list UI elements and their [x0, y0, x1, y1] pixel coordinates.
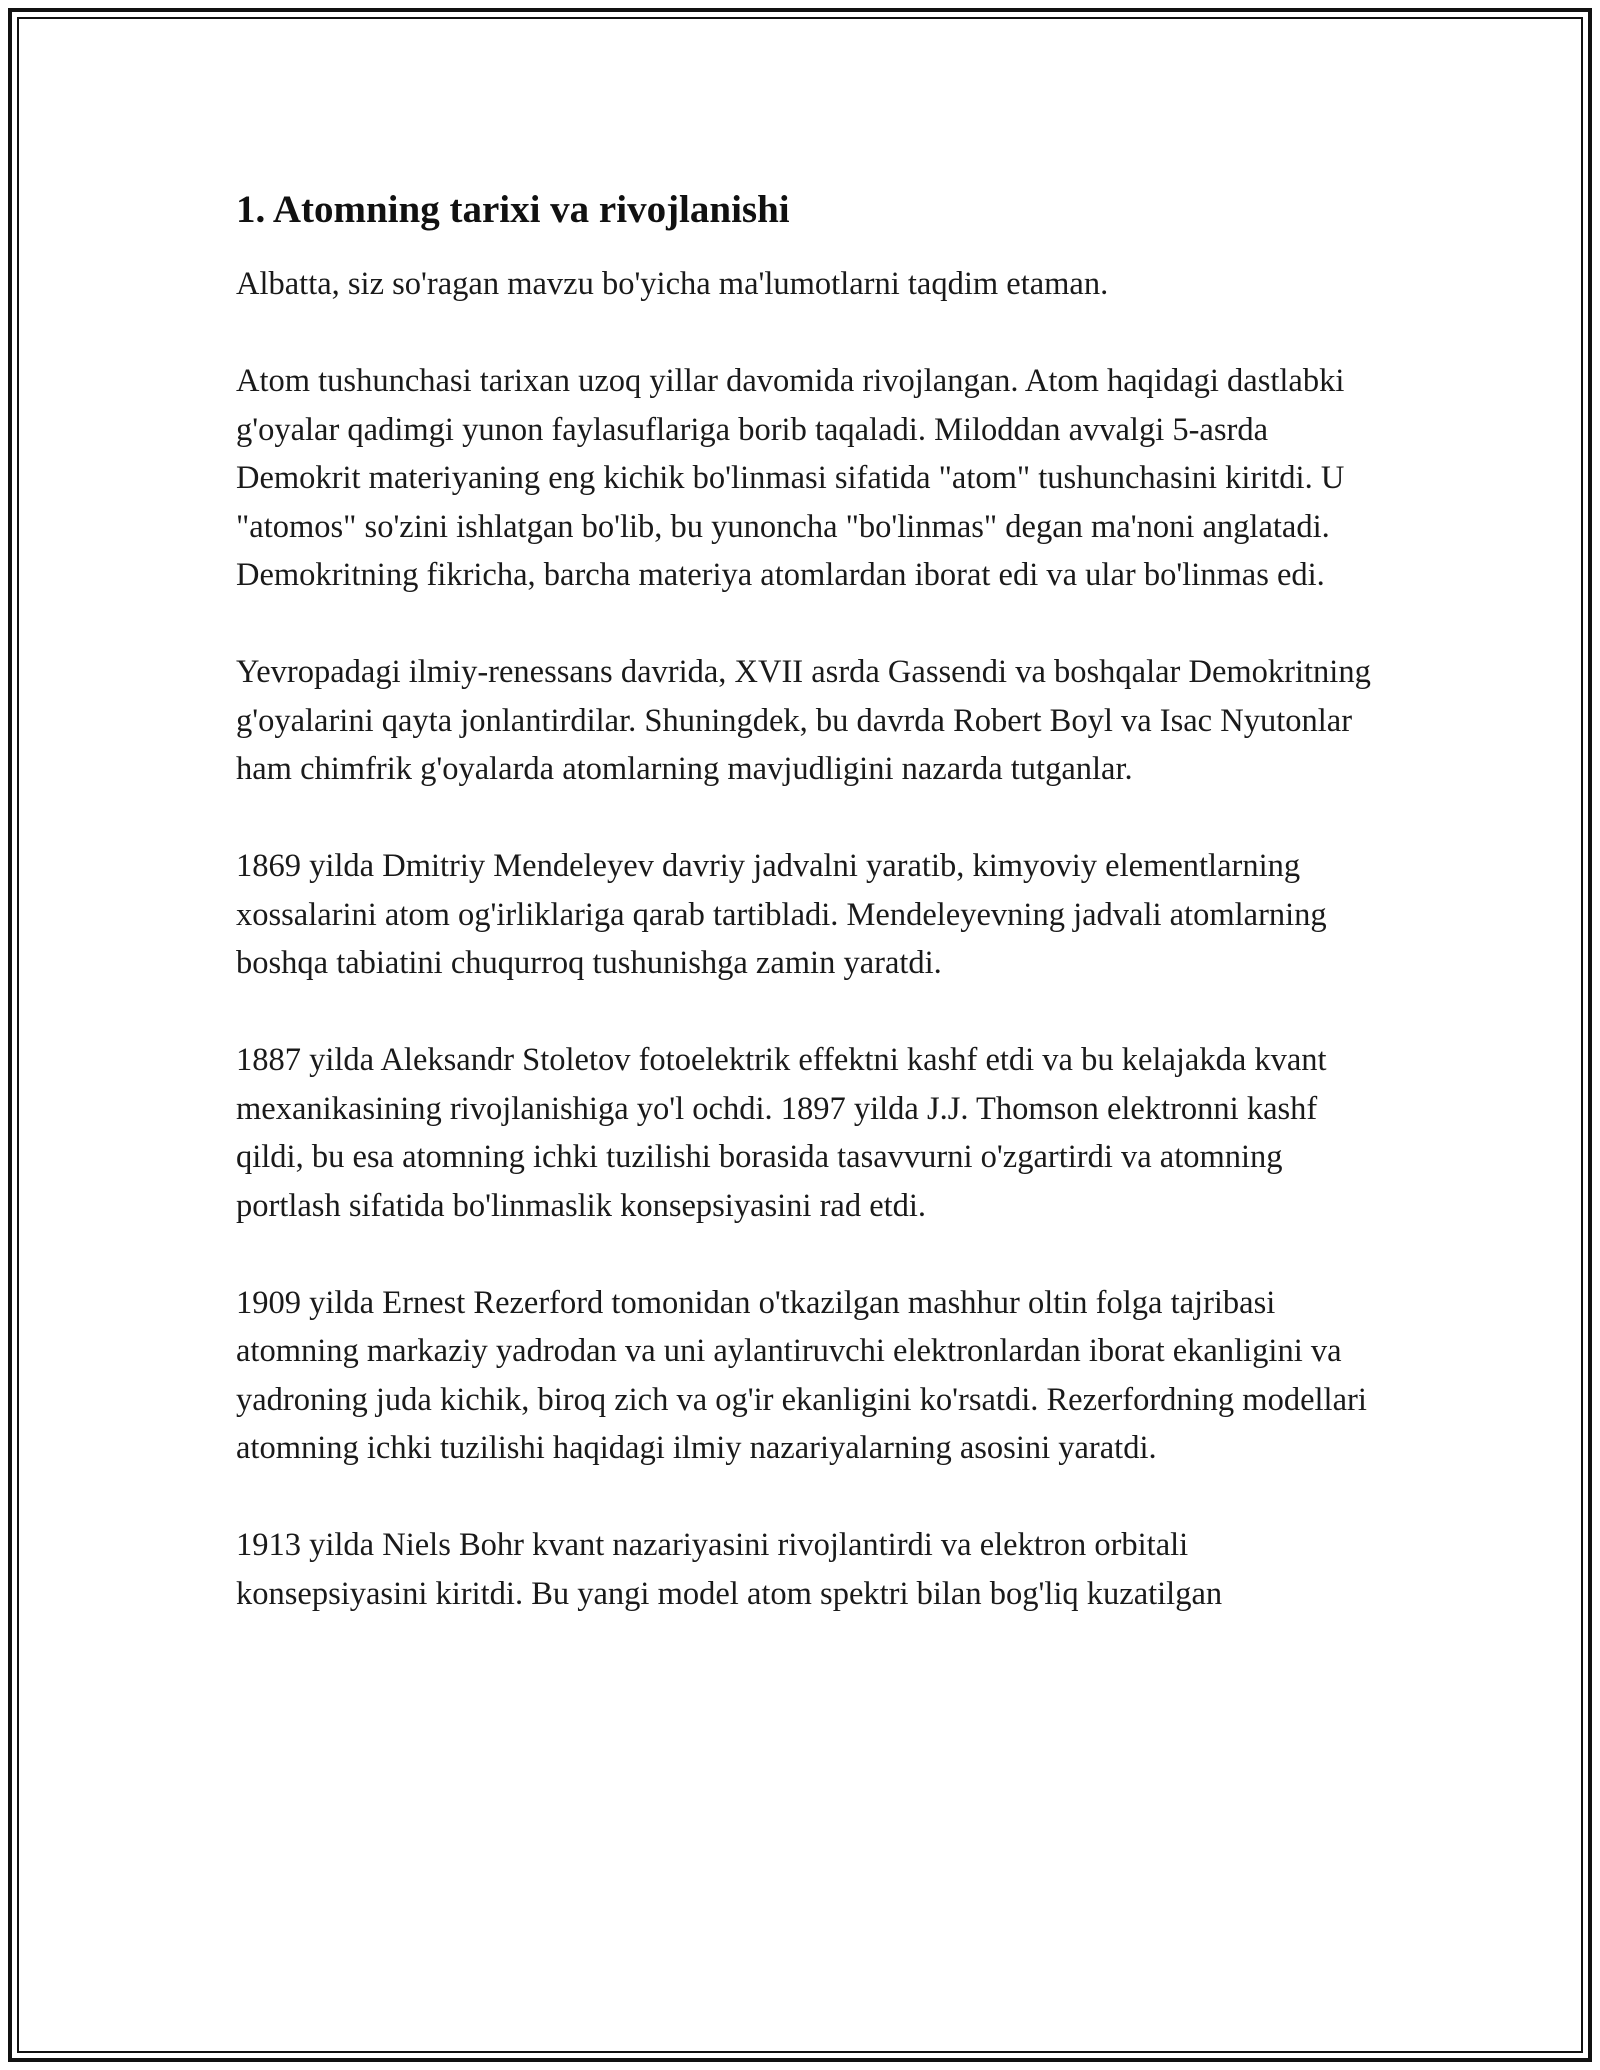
document-body — [236, 186, 1376, 1667]
paragraph-stoletov-thomson: 1887 yilda Aleksandr Stoletov fotoelektrik effektni kashf etdi va bu kelajakda kvant mexanikasining rivojlanishiga yo'l ochdi. 1897 yilda J.J. Thomson elektronni kashf qildi, bu esa atomning ichki tuzilishi borasida tasavvurni o'zgartirdi va atomning portlash sifatida bo'linmaslik konsepsiyasini rad etdi. — [236, 1042, 1327, 1224]
paragraph-mendeleev: 1869 yilda Dmitriy Mendeleyev davriy jadvalni yaratib, kimyoviy elementlarning xossalarini atom og'irliklariga qarab tartibladi. Mendeleyevning jadvali atomlarning boshqa tabiatini chuqurroq tushunishga zamin yaratdi. — [236, 848, 1327, 981]
paragraph-renaissance: Yevropadagi ilmiy-renessans davrida, XVII asrda Gassendi va boshqalar Demokritning g'oyalarini qayta jonlantirdilar. Shuningdek, bu davrda Robert Boyl va Isac Nyutonlar ham chimfrik g'oyalarda atomlarning mavjudligini nazarda tutganlar. — [236, 654, 1371, 787]
paragraph-bohr: 1913 yilda Niels Bohr kvant nazariyasini rivojlantirdi va elektron orbitali konsepsiyasini kiritdi. Bu yangi model atom spektri bilan bog'liq kuzatilgan — [236, 1527, 1223, 1612]
paragraph-democritus: Atom tushunchasi tarixan uzoq yillar davomida rivojlangan. Atom haqidagi dastlabki g'oyalar qadimgi yunon faylasuflariga borib taqaladi. Miloddan avvalgi 5-asrda Demokrit materiyaning eng kichik bo'linmasi sifatida "atom" tushunchasini kiritdi. U "atomos" so'zini ishlatgan bo'lib, bu yunoncha "bo'linmas" degan ma'noni anglatadi. Demokritning fikricha, barcha materiya atomlardan iborat edi va ular bo'linmas edi. — [236, 363, 1345, 593]
paragraph-intro: Albatta, siz so'ragan mavzu bo'yicha ma'lumotlarni taqdim etaman. — [236, 266, 1109, 302]
paragraph-rutherford: 1909 yilda Ernest Rezerford tomonidan o'tkazilgan mashhur oltin folga tajribasi atomning markaziy yadrodan va uni aylantiruvchi elektronlardan iborat ekanligini va yadroning juda kichik, biroq zich va og'ir ekanligini ko'rsatdi. Rezerfordning modellari atomning ichki tuzilishi haqidagi ilmiy nazariyalarning asosini yaratdi. — [236, 1284, 1367, 1466]
section-heading: 1. Atomning tarixi va rivojlanishi — [236, 188, 790, 231]
